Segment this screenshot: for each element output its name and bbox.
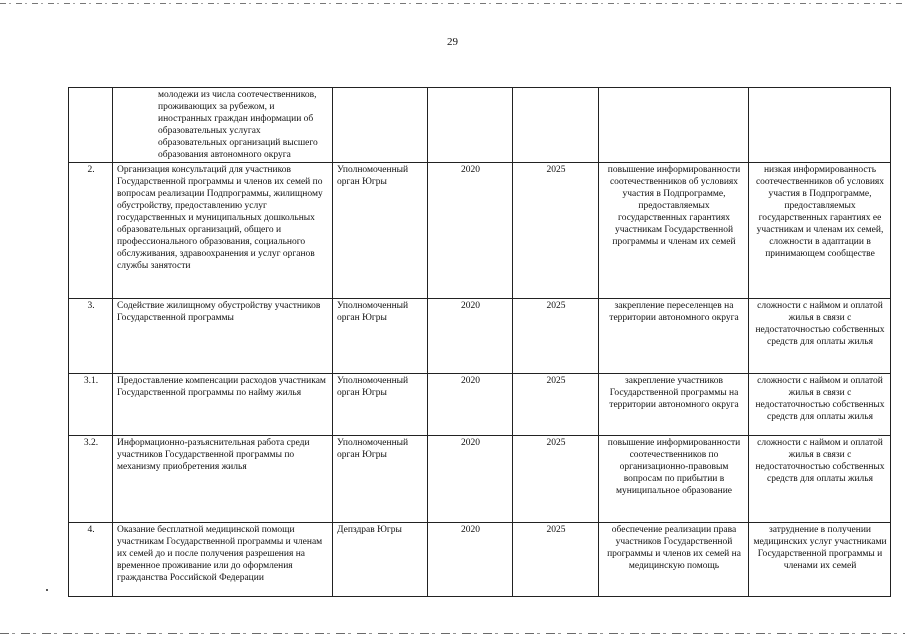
- end-year: 2025: [513, 373, 599, 435]
- row-number: 3.: [69, 298, 113, 373]
- end-year: [513, 88, 599, 163]
- task-description: Информационно-разъяснительная работа среди участников Государственной программы по механизму приобретения жилья: [113, 435, 333, 522]
- start-year: 2020: [428, 373, 513, 435]
- table-row: [69, 522, 891, 596]
- executor: Уполномоченный орган Югры: [333, 298, 428, 373]
- expected-result: повышение информированности соотечественников об условиях участия в Подпрограмме, предоставляемых государственных гарантиях участникам Государственной программы и членам их семей: [599, 162, 749, 298]
- expected-result: закрепление участников Государственной программы на территории автономного округа: [599, 373, 749, 435]
- expected-result: закрепление переселенцев на территории автономного округа: [599, 298, 749, 373]
- measures-table: [68, 87, 891, 597]
- executor: Депздрав Югры: [333, 522, 428, 596]
- table-row: [69, 373, 891, 435]
- end-year: 2025: [513, 298, 599, 373]
- row-number: 3.2.: [69, 435, 113, 522]
- task-description: Оказание бесплатной медицинской помощи участникам Государственной программы и членам их семей до и после получения разрешения на временное проживание или до оформления гражданства Российской Федерации: [113, 522, 333, 596]
- risk: затруднение в получении медицинских услуг участниками Государственной программы и членами их семей: [749, 522, 891, 596]
- scan-edge-bottom: [0, 633, 905, 634]
- scan-edge-top: [0, 3, 905, 4]
- start-year: 2020: [428, 435, 513, 522]
- expected-result: обеспечение реализации права участников Государственной программы и членов их семей на медицинскую помощь: [599, 522, 749, 596]
- executor: Уполномоченный орган Югры: [333, 373, 428, 435]
- executor: Уполномоченный орган Югры: [333, 162, 428, 298]
- risk: сложности с наймом и оплатой жилья в связи с недостаточностью собственных средств для оплаты жилья: [749, 298, 891, 373]
- risk: [749, 88, 891, 163]
- task-description: Предоставление компенсации расходов участникам Государственной программы по найму жилья: [113, 373, 333, 435]
- end-year: 2025: [513, 162, 599, 298]
- start-year: [428, 88, 513, 163]
- table-row: [69, 88, 891, 163]
- end-year: 2025: [513, 522, 599, 596]
- row-number: 2.: [69, 162, 113, 298]
- start-year: 2020: [428, 298, 513, 373]
- table-row: [69, 435, 891, 522]
- page-number: 29: [447, 36, 458, 48]
- expected-result: [599, 88, 749, 163]
- start-year: 2020: [428, 522, 513, 596]
- scan-speck: [46, 589, 48, 591]
- risk: сложности с наймом и оплатой жилья в связи с недостаточностью собственных средств для оплаты жилья: [749, 435, 891, 522]
- row-number: 4.: [69, 522, 113, 596]
- start-year: 2020: [428, 162, 513, 298]
- executor: Уполномоченный орган Югры: [333, 435, 428, 522]
- risk: низкая информированность соотечественников об условиях участия в Подпрограмме, предоставляемых государственных гарантиях ее участникам и членам их семей, сложности в адаптации в принимающем сообществе: [749, 162, 891, 298]
- risk: сложности с наймом и оплатой жилья в связи с недостаточностью собственных средств для оплаты жилья: [749, 373, 891, 435]
- row-number: [69, 88, 113, 163]
- executor: [333, 88, 428, 163]
- task-description: Организация консультаций для участников Государственной программы и членов их семей по вопросам реализации Подпрограммы, жилищному обустройству, предоставлению услуг государственных и муниципальных дошкольных образовательных организаций, общего и профессионального образования, социального обслуживания, здравоохранения и услуг органов службы занятости: [113, 162, 333, 298]
- end-year: 2025: [513, 435, 599, 522]
- expected-result: повышение информированности соотечественников по организационно-правовым вопросам по прибытии в муниципальное образование: [599, 435, 749, 522]
- table-row: [69, 162, 891, 298]
- table-row: [69, 298, 891, 373]
- task-description: Содействие жилищному обустройству участников Государственной программы: [113, 298, 333, 373]
- task-description: молодежи из числа соотечественников, проживающих за рубежом, и иностранных граждан информации об образовательных услугах образовательных организаций высшего образования автономного округа: [113, 88, 333, 163]
- row-number: 3.1.: [69, 373, 113, 435]
